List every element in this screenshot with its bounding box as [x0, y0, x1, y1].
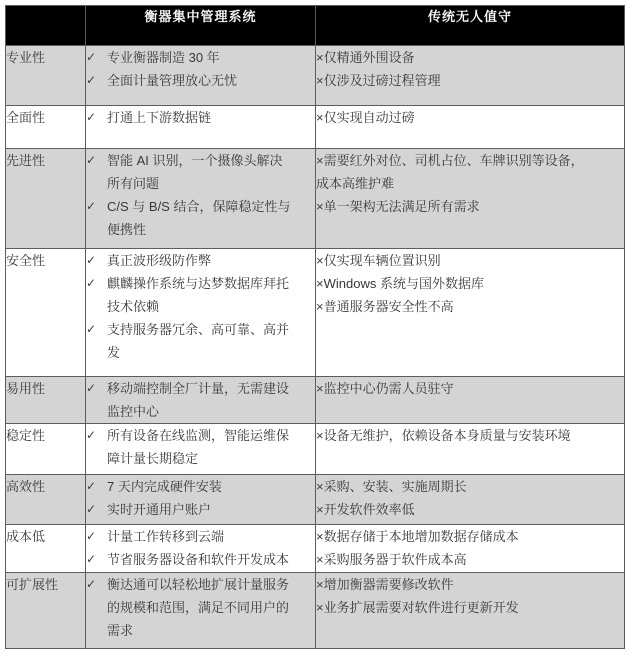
check-icon: ✓ [86, 199, 97, 213]
row-label: 易用性 [6, 377, 86, 424]
cross-icon: × [316, 428, 324, 443]
check-icon: ✓ [86, 253, 97, 267]
advantage-text: 7 天内完成硬件安装 [107, 479, 222, 494]
check-icon: ✓ [86, 479, 97, 493]
drawback-item [316, 498, 593, 521]
drawback-item [316, 377, 593, 400]
advantage-item [86, 46, 315, 69]
traditional-drawbacks-cell [316, 249, 625, 377]
drawback-text: 仅精通外围设备 [323, 50, 415, 65]
traditional-drawbacks-cell [316, 106, 625, 149]
cross-icon: × [316, 50, 324, 65]
system-advantages-cell [86, 106, 316, 149]
drawback-item [316, 106, 593, 129]
row-label: 高效性 [6, 475, 86, 525]
table-body [6, 46, 625, 649]
advantage-item [86, 498, 315, 521]
drawback-text: 增加衡器需要修改软件 [323, 577, 454, 592]
drawback-text: 需要红外对位、司机占位、车牌识别等设备，成本高维护难 [316, 153, 584, 191]
drawback-item [316, 424, 593, 447]
system-advantages-cell [86, 149, 316, 249]
drawback-item [316, 69, 593, 92]
row-label: 可扩展性 [6, 573, 86, 649]
advantage-item [86, 149, 315, 195]
drawback-item [316, 249, 593, 272]
check-icon: ✓ [86, 50, 97, 64]
row-label: 全面性 [6, 106, 86, 149]
drawback-text: 仅实现自动过磅 [323, 110, 415, 125]
advantage-item [86, 106, 315, 129]
check-icon: ✓ [86, 428, 97, 442]
traditional-drawbacks-cell [316, 424, 625, 475]
advantage-text: 支持服务器冗余、高可靠、高并发 [107, 322, 290, 360]
drawback-item [316, 295, 593, 318]
drawback-item [316, 195, 593, 218]
system-advantages-cell [86, 525, 316, 573]
check-icon: ✓ [86, 110, 97, 124]
advantage-text: 麒麟操作系统与达梦数据库拜托技术依赖 [107, 276, 290, 314]
drawback-text: 开发软件效率低 [323, 502, 415, 517]
drawback-item [316, 573, 593, 596]
advantage-text: 打通上下游数据链 [107, 110, 212, 125]
drawback-text: 仅涉及过磅过程管理 [323, 73, 441, 88]
advantage-text: 专业衡器制造 30 年 [107, 50, 220, 65]
cross-icon: × [316, 502, 324, 517]
cross-icon: × [316, 577, 324, 592]
cross-icon: × [316, 529, 324, 544]
advantage-item [86, 249, 315, 272]
check-icon: ✓ [86, 276, 97, 290]
cross-icon: × [316, 110, 324, 125]
header-cell-traditional: 传统无人值守 [316, 6, 625, 46]
row-label: 先进性 [6, 149, 86, 249]
drawback-text: 单一架构无法满足所有需求 [323, 199, 480, 214]
table-row [6, 377, 625, 424]
system-advantages-cell [86, 377, 316, 424]
check-icon: ✓ [86, 73, 97, 87]
advantage-item [86, 272, 315, 318]
advantage-text: 智能 AI 识别，一个摄像头解决所有问题 [107, 153, 283, 191]
system-advantages-cell [86, 475, 316, 525]
traditional-drawbacks-cell [316, 475, 625, 525]
drawback-item [316, 548, 593, 571]
table-row [6, 573, 625, 649]
table-row [6, 149, 625, 249]
table-header [6, 6, 625, 46]
cross-icon: × [316, 299, 324, 314]
drawback-text: Windows 系统与国外数据库 [323, 276, 484, 291]
advantage-item [86, 377, 315, 423]
drawback-text: 仅实现车辆位置识别 [323, 253, 441, 268]
drawback-text: 业务扩展需要对软件进行更新开发 [323, 600, 519, 615]
drawback-text: 监控中心仍需人员驻守 [323, 381, 454, 396]
cross-icon: × [316, 552, 324, 567]
row-label: 安全性 [6, 249, 86, 377]
table-row [6, 106, 625, 149]
advantage-text: 衡达通可以轻松地扩展计量服务的规模和范围，满足不同用户的需求 [107, 577, 290, 638]
advantage-text: 节省服务器设备和软件开发成本 [107, 552, 290, 567]
check-icon: ✓ [86, 153, 97, 167]
advantage-item [86, 195, 315, 241]
table-row [6, 424, 625, 475]
check-icon: ✓ [86, 322, 97, 336]
check-icon: ✓ [86, 381, 97, 395]
system-advantages-cell [86, 424, 316, 475]
check-icon: ✓ [86, 552, 97, 566]
advantage-text: C/S 与 B/S 结合，保障稳定性与便携性 [107, 199, 291, 237]
drawback-text: 采购、安装、实施周期长 [323, 479, 467, 494]
advantage-text: 计量工作转移到云端 [107, 529, 225, 544]
row-label: 专业性 [6, 46, 86, 106]
header-cell-empty [6, 6, 86, 46]
advantage-item [86, 424, 315, 470]
cross-icon: × [316, 479, 324, 494]
check-icon: ✓ [86, 502, 97, 516]
cross-icon: × [316, 199, 324, 214]
system-advantages-cell [86, 249, 316, 377]
drawback-item [316, 46, 593, 69]
table-row [6, 46, 625, 106]
table-row [6, 249, 625, 377]
advantage-text: 所有设备在线监测，智能运维保障计量长期稳定 [107, 428, 290, 466]
cross-icon: × [316, 600, 324, 615]
advantage-item [86, 475, 315, 498]
row-label: 成本低 [6, 525, 86, 573]
drawback-item [316, 272, 593, 295]
drawback-item [316, 475, 593, 498]
cross-icon: × [316, 381, 324, 396]
header-row [6, 6, 625, 46]
traditional-drawbacks-cell [316, 573, 625, 649]
drawback-item [316, 525, 593, 548]
table-row [6, 525, 625, 573]
header-cell-system: 衡器集中管理系统 [86, 6, 316, 46]
advantage-text: 真正波形级防作弊 [107, 253, 212, 268]
advantage-item [86, 69, 315, 92]
system-advantages-cell [86, 46, 316, 106]
drawback-item [316, 596, 593, 619]
traditional-drawbacks-cell [316, 525, 625, 573]
advantage-item [86, 573, 315, 642]
cross-icon: × [316, 153, 324, 168]
traditional-drawbacks-cell [316, 149, 625, 249]
traditional-drawbacks-cell [316, 377, 625, 424]
traditional-drawbacks-cell [316, 46, 625, 106]
cross-icon: × [316, 253, 324, 268]
advantage-item [86, 318, 315, 364]
system-advantages-cell [86, 573, 316, 649]
check-icon: ✓ [86, 577, 97, 591]
drawback-text: 采购服务器于软件成本高 [323, 552, 467, 567]
comparison-table [5, 5, 625, 649]
cross-icon: × [316, 276, 324, 291]
advantage-item [86, 525, 315, 548]
row-label: 稳定性 [6, 424, 86, 475]
drawback-text: 设备无维护，依赖设备本身质量与安装环境 [323, 428, 571, 443]
advantage-item [86, 548, 315, 571]
cross-icon: × [316, 73, 324, 88]
drawback-text: 数据存储于本地增加数据存储成本 [323, 529, 519, 544]
advantage-text: 移动端控制全厂计量，无需建设监控中心 [107, 381, 290, 419]
advantage-text: 实时开通用户账户 [107, 502, 212, 517]
drawback-item [316, 149, 593, 195]
drawback-text: 普通服务器安全性不高 [323, 299, 454, 314]
table-row [6, 475, 625, 525]
advantage-text: 全面计量管理放心无忧 [107, 73, 238, 88]
check-icon: ✓ [86, 529, 97, 543]
